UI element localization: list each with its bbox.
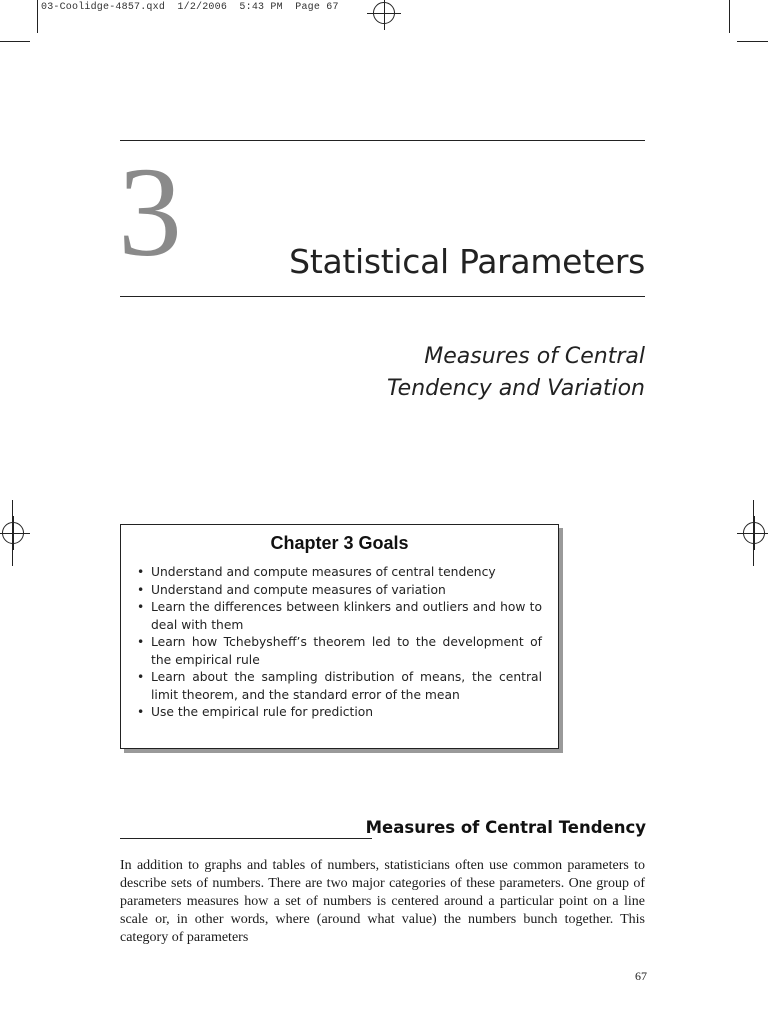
- registration-mark-right-icon: [743, 522, 765, 544]
- goal-text: Learn how Tchebysheff’s theorem led to the development of the empirical rule: [151, 635, 542, 667]
- section-heading-rule: [120, 838, 372, 839]
- goal-item: [137, 704, 542, 722]
- bullet-icon: •: [137, 635, 145, 649]
- top-rule: [120, 140, 645, 141]
- goal-item: [137, 634, 542, 669]
- page-number: 67: [635, 969, 647, 983]
- chapter-number: 3: [118, 141, 182, 283]
- print-slug: 03-Coolidge-4857.qxd 1/2/2006 5:43 PM Page 67: [41, 2, 339, 13]
- crop-mark-top-left-vertical: [37, 0, 38, 33]
- goals-heading: Chapter 3 Goals: [270, 533, 409, 553]
- goal-text: Understand and compute measures of central tendency: [151, 565, 496, 579]
- goal-item: [137, 564, 542, 582]
- section-heading: [120, 818, 646, 842]
- subtitle-line-2: Tendency and Variation: [386, 376, 645, 401]
- bullet-icon: •: [137, 670, 145, 684]
- bullet-icon: •: [137, 582, 145, 597]
- goals-box: [120, 524, 559, 749]
- crop-mark-top-left-horizontal: [0, 41, 30, 42]
- goal-text: Learn the differences between klinkers and outliers and how to deal with them: [151, 600, 542, 632]
- subtitle-line-1: Measures of Central: [424, 344, 645, 369]
- crop-mark-top-right-vertical: [729, 0, 730, 33]
- chapter-subtitle: [387, 341, 645, 405]
- goal-text: Understand and compute measures of variation: [151, 582, 446, 597]
- bullet-icon: •: [137, 705, 145, 719]
- bullet-icon: •: [137, 565, 145, 579]
- goal-text: Use the empirical rule for prediction: [151, 705, 374, 719]
- bullet-icon: •: [137, 600, 145, 614]
- registration-mark-top-icon: [373, 2, 395, 24]
- registration-mark-left-icon: [2, 522, 24, 544]
- goal-item: [137, 582, 542, 600]
- goal-item: [137, 599, 542, 634]
- goal-text: Learn about the sampling distribution of means, the central limit theorem, and the standard error of the mean: [151, 670, 542, 702]
- goal-item: [137, 669, 542, 704]
- section-title: Measures of Central Tendency: [365, 818, 646, 837]
- section-body-paragraph: In addition to graphs and tables of numbers, statisticians often use common parameters to describe sets of numbers. There are two major categories of these parameters. One group of parameters measures how a set of numbers is centered around a particular point on a line scale or, in other words, where (around what value) the numbers bunch together. This category of parameters: [120, 858, 645, 945]
- goals-list: [137, 564, 542, 722]
- crop-mark-top-right-horizontal: [737, 41, 768, 42]
- title-rule: [120, 296, 645, 297]
- chapter-title: Statistical Parameters: [289, 242, 645, 281]
